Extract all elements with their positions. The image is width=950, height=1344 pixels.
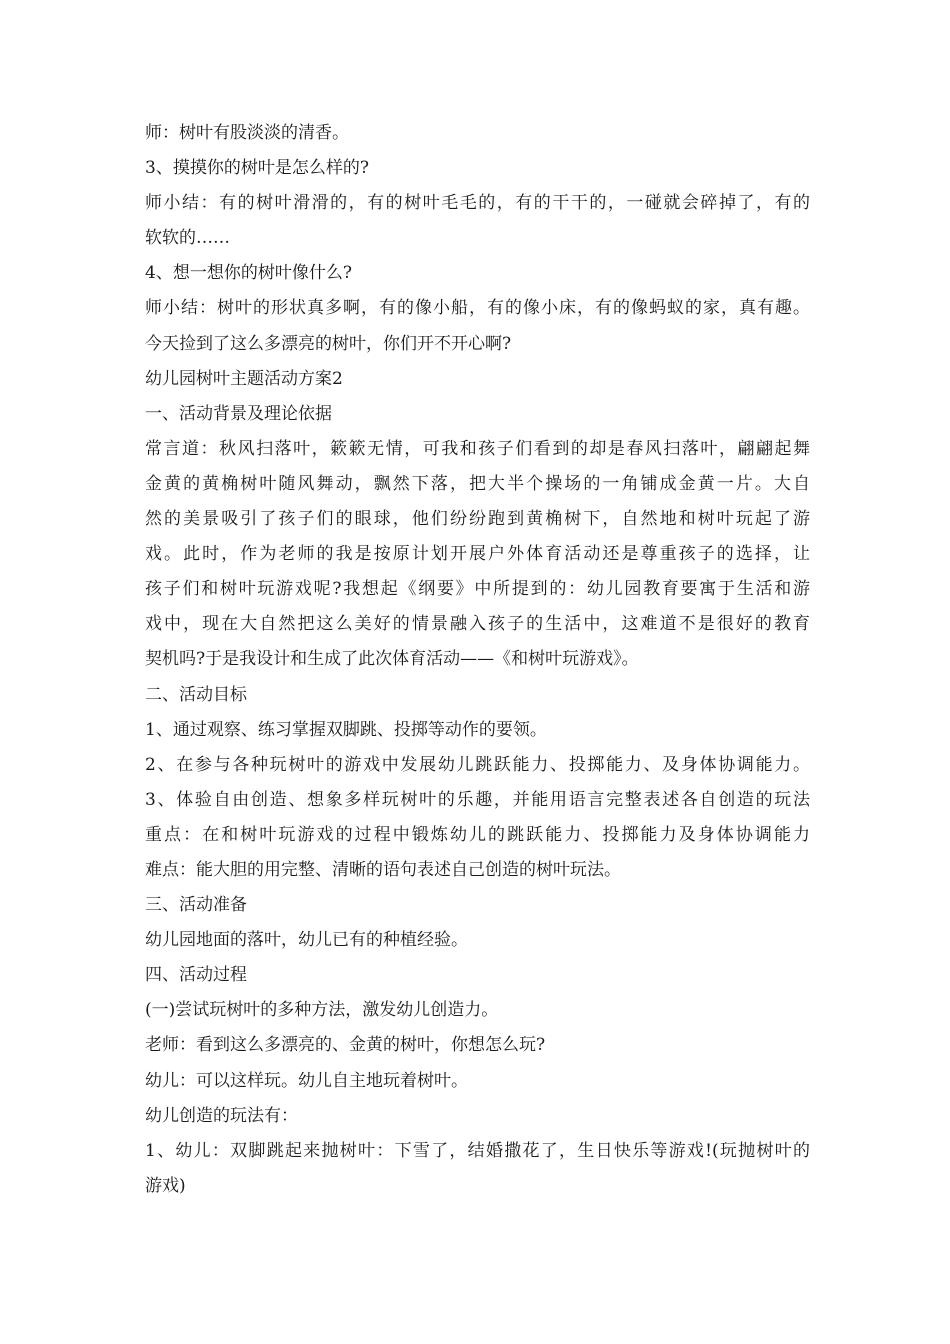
section-heading: 四、活动过程 [145, 965, 247, 986]
text-line: 幼儿创造的玩法有： [145, 1105, 298, 1126]
text-line: 契机吗?于是我设计和生成了此次体育活动——《和树叶玩游戏》。 [145, 649, 639, 670]
text-line: 师：树叶有股淡淡的清香。 [145, 123, 349, 143]
section-heading: 幼儿园树叶主题活动方案2 [145, 368, 343, 389]
text-line: 游戏) [145, 1175, 186, 1196]
text-line: 戏中，现在大自然把这么美好的情景融入孩子的生活中，这难道不是很好的教育 [145, 614, 810, 635]
text-line: 师小结：有的树叶滑滑的，有的树叶毛毛的，有的干干的，一碰就会碎掉了，有的 [145, 193, 810, 214]
section-heading: 一、活动背景及理论依据 [145, 403, 332, 424]
text-line: 金黄的黄桷树叶随风舞动，飘然下落，把大半个操场的一角铺成金黄一片。大自 [145, 473, 810, 494]
section-heading: 三、活动准备 [145, 895, 247, 916]
text-line: 1、通过观察、练习掌握双脚跳、投掷等动作的要领。 [145, 719, 547, 740]
text-line: 常言道：秋风扫落叶，簌簌无情，可我和孩子们看到的却是春风扫落叶，翩翩起舞 [145, 438, 810, 459]
text-line: 幼儿：可以这样玩。幼儿自主地玩着树叶。 [145, 1070, 468, 1091]
text-line: 然的美景吸引了孩子们的眼球，他们纷纷跑到黄桷树下，自然地和树叶玩起了游 [145, 509, 810, 530]
text-line: 3、体验自由创造、想象多样玩树叶的乐趣，并能用语言完整表述各自创造的玩法 [145, 789, 810, 810]
document-body [145, 116, 810, 1204]
text-line: 4、想一想你的树叶像什么? [145, 263, 352, 284]
text-line: 难点：能大胆的用完整、清晰的语句表述自己创造的树叶玩法。 [145, 859, 621, 880]
text-line: (一)尝试玩树叶的多种方法，激发幼儿创造力。 [145, 1000, 499, 1021]
text-line: 2、在参与各种玩树叶的游戏中发展幼儿跳跃能力、投掷能力、及身体协调能力。 [145, 754, 810, 775]
text-line: 戏。此时，作为老师的我是按原计划开展户外体育活动还是尊重孩子的选择，让 [145, 544, 810, 565]
text-line: 师小结：树叶的形状真多啊，有的像小船，有的像小床，有的像蚂蚁的家，真有趣。 [145, 298, 810, 319]
text-line: 重点：在和树叶玩游戏的过程中锻炼幼儿的跳跃能力、投掷能力及身体协调能力 [145, 824, 810, 845]
text-line: 3、摸摸你的树叶是怎么样的? [145, 158, 369, 179]
text-line: 孩子们和树叶玩游戏呢?我想起《纲要》中所提到的：幼儿园教育要寓于生活和游 [145, 579, 810, 600]
text-line: 今天捡到了这么多漂亮的树叶，你们开不开心啊? [145, 333, 512, 354]
section-heading: 二、活动目标 [145, 684, 247, 705]
text-line: 老师：看到这么多漂亮的、金黄的树叶，你想怎么玩? [145, 1035, 546, 1056]
text-line: 1、幼儿：双脚跳起来抛树叶：下雪了，结婚撒花了，生日快乐等游戏!(玩抛树叶的 [145, 1140, 810, 1161]
text-line: 软软的…… [145, 228, 230, 249]
text-line: 幼儿园地面的落叶，幼儿已有的种植经验。 [145, 930, 468, 951]
